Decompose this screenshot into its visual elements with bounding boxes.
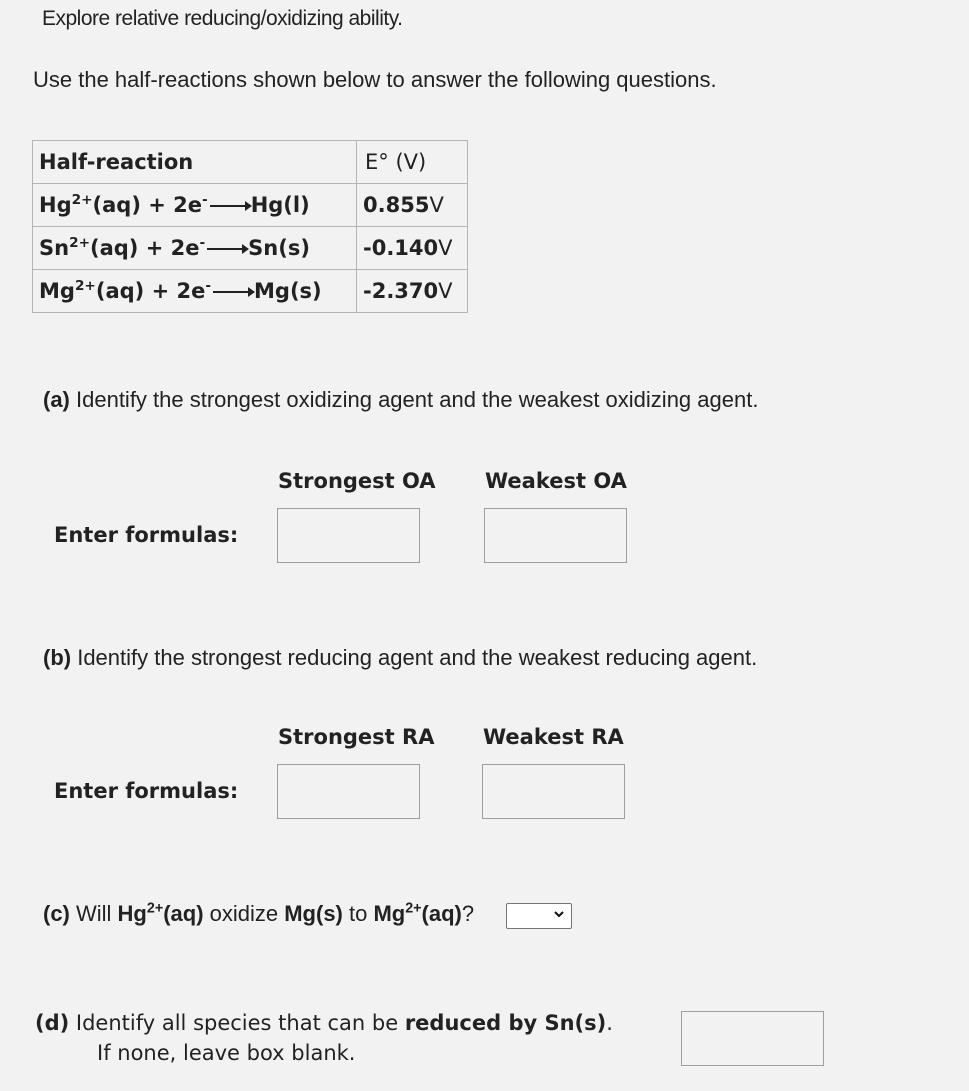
ion: Sn [39,236,70,260]
species-hg-charge: 2+ [146,900,164,917]
table-row [33,227,468,270]
part-d-text: Identify all species that can be [69,1011,405,1035]
electron-charge: - [205,277,212,294]
potential-unit: V [438,236,453,260]
potential-value: -0.140 [363,236,439,260]
table-row [33,270,468,313]
chevron-down-icon [553,908,565,920]
part-d-input[interactable] [681,1011,824,1066]
table-row [33,184,468,227]
reactant-state: (aq) + 2e [92,193,203,217]
weakest-oa-input[interactable] [484,508,627,563]
potential-unit: V [438,279,453,303]
potential-cell [357,227,468,270]
part-d-bold-text: reduced by Sn(s) [404,1011,607,1035]
potential-value: -2.370 [363,279,439,303]
species-mg-state: (aq) [421,901,462,926]
part-a-enter-label: Enter formulas: [54,523,239,547]
strongest-oa-input[interactable] [277,508,420,563]
ion: Hg [39,193,72,217]
strongest-oa-header: Strongest OA [278,469,436,493]
weakest-ra-header: Weakest RA [483,725,624,749]
product: Hg(l) [250,193,310,217]
part-d-question [35,1011,613,1035]
part-c-text: ? [461,901,475,926]
part-c-question [43,901,474,927]
part-b-question [43,645,757,671]
ion-charge: 2+ [74,277,96,294]
potential-cell [357,184,468,227]
electron-charge: - [199,234,206,251]
ion-charge: 2+ [71,191,93,208]
product: Mg(s) [254,279,322,303]
species-hg-state: (aq) [163,901,204,926]
weakest-ra-input[interactable] [482,764,625,819]
part-d-label: (d) [35,1011,70,1035]
table-header-row [33,141,468,184]
intro-title: Explore relative reducing/oxidizing ability. [42,7,403,30]
half-reaction-table [32,140,468,313]
part-d-note: If none, leave box blank. [97,1041,356,1065]
part-b-label: (b) [43,645,72,670]
product: Sn(s) [248,236,310,260]
arrow-icon [213,291,253,293]
reaction-cell [33,270,357,313]
intro-instruction: Use the half-reactions shown below to answer the following questions. [33,67,717,92]
part-a-label: (a) [43,387,70,412]
part-b-enter-label: Enter formulas: [54,779,239,803]
part-b-text: Identify the strongest reducing agent and the weakest reducing agent. [71,645,758,670]
part-c-text: to [342,901,374,926]
reaction-cell [33,227,357,270]
header-potential: E° (V) [357,141,468,184]
species-hg: Hg [117,901,147,926]
reactant-state: (aq) + 2e [95,279,206,303]
header-half-reaction: Half-reaction [33,141,357,184]
arrow-icon [207,248,247,250]
electron-charge: - [202,191,208,208]
reactant-state: (aq) + 2e [90,236,200,260]
strongest-ra-header: Strongest RA [278,725,435,749]
weakest-oa-header: Weakest OA [485,469,627,493]
part-c-label: (c) [43,901,70,926]
strongest-ra-input[interactable] [277,764,420,819]
part-d-text: . [606,1011,613,1035]
species-mg-solid: Mg(s) [284,901,343,926]
part-a-question [43,387,758,413]
reaction-cell [33,184,357,227]
potential-cell [357,270,468,313]
ion: Mg [39,279,75,303]
species-mg-ion: Mg [373,901,406,926]
species-mg-charge: 2+ [405,900,422,917]
potential-value: 0.855 [363,193,430,217]
part-c-select[interactable] [506,903,572,929]
part-a-text: Identify the strongest oxidizing agent and the weakest oxidizing agent. [69,387,759,412]
part-c-text: Will [69,901,118,926]
part-c-text: oxidize [203,901,285,926]
potential-unit: V [429,193,444,217]
arrow-icon [210,205,250,207]
ion-charge: 2+ [69,234,90,251]
